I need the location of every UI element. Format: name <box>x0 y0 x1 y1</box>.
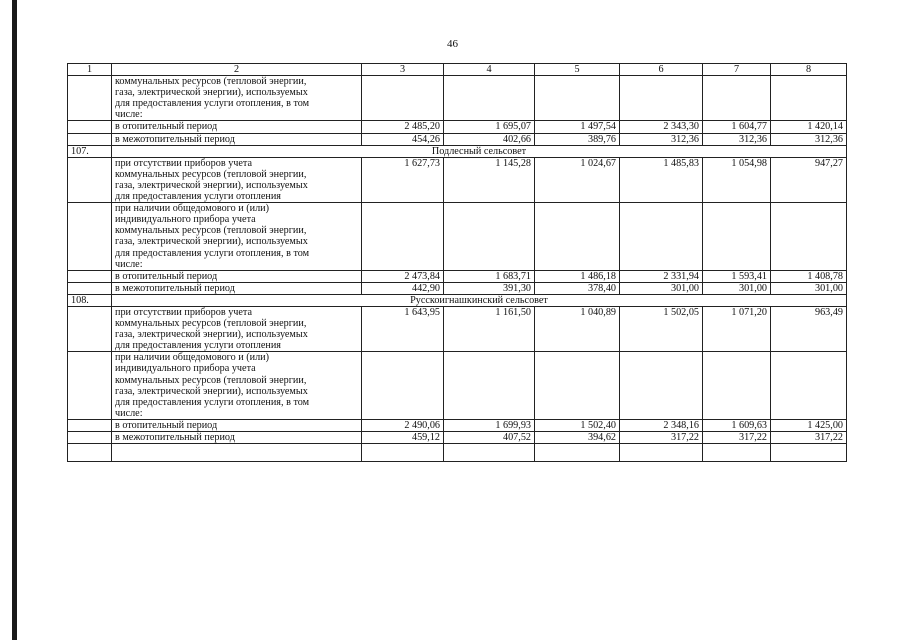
description-line: для предоставления услуги отопления, в том <box>115 98 310 110</box>
value-cell: 1 604,77 <box>703 121 771 133</box>
column-header: 6 <box>620 64 703 76</box>
table-row <box>68 203 847 271</box>
value-cell: 301,00 <box>620 282 703 294</box>
value-cell: 394,62 <box>535 432 620 444</box>
value-cell: 442,90 <box>362 282 444 294</box>
description-line: индивидуального прибора учета <box>115 214 256 226</box>
empty-cell <box>112 444 362 462</box>
value-cell: 1 145,28 <box>444 157 535 202</box>
value-cell <box>620 352 703 420</box>
value-cell: 1 593,41 <box>703 270 771 282</box>
value-cell: 1 071,20 <box>703 306 771 351</box>
value-cell: 389,76 <box>535 133 620 145</box>
value-cell <box>535 352 620 420</box>
row-description <box>112 133 362 145</box>
column-header: 1 <box>68 64 112 76</box>
description-line: газа, электрической энергии), используемых <box>115 385 308 397</box>
row-number-cell <box>68 270 112 282</box>
value-cell: 301,00 <box>703 282 771 294</box>
empty-cell <box>620 444 703 462</box>
row-number-cell <box>68 133 112 145</box>
description-line: числе: <box>115 109 143 121</box>
value-cell: 391,30 <box>444 282 535 294</box>
page-number: 46 <box>447 38 458 50</box>
row-description <box>112 352 362 420</box>
table-row <box>68 432 847 444</box>
description-line: газа, электрической энергии), используемых <box>115 329 308 341</box>
description-line: газа, электрической энергии), используемых <box>115 236 308 248</box>
value-cell: 1 024,67 <box>535 157 620 202</box>
row-description <box>112 419 362 431</box>
table-row <box>68 133 847 145</box>
description-line: для предоставления услуги отопления, в том <box>115 247 310 259</box>
description-line: в отопительный период <box>115 121 218 133</box>
value-cell: 2 343,30 <box>620 121 703 133</box>
description-line: в отопительный период <box>115 419 218 431</box>
value-cell: 2 348,16 <box>620 419 703 431</box>
description-line: газа, электрической энергии), используемых <box>115 87 308 99</box>
row-number-cell <box>68 432 112 444</box>
value-cell <box>444 352 535 420</box>
value-cell: 947,27 <box>771 157 847 202</box>
description-line: при отсутствии приборов учета <box>115 157 253 169</box>
empty-cell <box>703 444 771 462</box>
description-line: при отсутствии приборов учета <box>115 306 253 318</box>
table-row <box>68 270 847 282</box>
row-description <box>112 282 362 294</box>
section-row <box>68 145 847 157</box>
value-cell: 2 331,94 <box>620 270 703 282</box>
section-number: 107. <box>68 145 112 157</box>
description-line: при наличии общедомового и (или) <box>115 203 270 215</box>
description-line: числе: <box>115 407 143 419</box>
table-row <box>68 306 847 351</box>
value-cell: 1 408,78 <box>771 270 847 282</box>
section-title: Русскоигнашкинский сельсовет <box>112 294 847 306</box>
value-cell <box>703 352 771 420</box>
description-line: газа, электрической энергии), используемых <box>115 179 308 191</box>
value-cell <box>620 76 703 121</box>
column-header: 2 <box>112 64 362 76</box>
value-cell: 301,00 <box>771 282 847 294</box>
empty-cell <box>68 444 112 462</box>
value-cell: 1 040,89 <box>535 306 620 351</box>
value-cell: 459,12 <box>362 432 444 444</box>
empty-row <box>68 444 847 462</box>
section-title: Подлесный сельсовет <box>112 145 847 157</box>
column-header: 7 <box>703 64 771 76</box>
value-cell: 2 473,84 <box>362 270 444 282</box>
value-cell: 1 699,93 <box>444 419 535 431</box>
description-line: при наличии общедомового и (или) <box>115 352 270 364</box>
table-row <box>68 282 847 294</box>
empty-cell <box>362 444 444 462</box>
value-cell: 2 485,20 <box>362 121 444 133</box>
row-number-cell <box>68 419 112 431</box>
value-cell: 1 420,14 <box>771 121 847 133</box>
description-line: коммунальных ресурсов (тепловой энергии, <box>115 225 307 237</box>
column-header-row <box>68 64 847 76</box>
column-header: 8 <box>771 64 847 76</box>
value-cell <box>703 203 771 271</box>
section-row <box>68 294 847 306</box>
value-cell: 1 683,71 <box>444 270 535 282</box>
value-cell: 317,22 <box>703 432 771 444</box>
value-cell: 1 054,98 <box>703 157 771 202</box>
value-cell: 1 486,18 <box>535 270 620 282</box>
value-cell: 312,36 <box>620 133 703 145</box>
value-cell <box>444 76 535 121</box>
empty-cell <box>535 444 620 462</box>
description-line: коммунальных ресурсов (тепловой энергии, <box>115 374 307 386</box>
description-line: коммунальных ресурсов (тепловой энергии, <box>115 76 307 88</box>
table-row <box>68 157 847 202</box>
value-cell: 1 485,83 <box>620 157 703 202</box>
value-cell: 1 497,54 <box>535 121 620 133</box>
value-cell: 317,22 <box>771 432 847 444</box>
value-cell <box>444 203 535 271</box>
value-cell <box>771 352 847 420</box>
table-row <box>68 419 847 431</box>
section-number: 108. <box>68 294 112 306</box>
value-cell: 312,36 <box>771 133 847 145</box>
tariff-table <box>67 63 847 462</box>
column-header: 4 <box>444 64 535 76</box>
row-description <box>112 121 362 133</box>
description-line: для предоставления услуги отопления <box>115 340 281 352</box>
value-cell: 1 695,07 <box>444 121 535 133</box>
description-line: в межотопительный период <box>115 282 235 294</box>
row-number-cell <box>68 306 112 351</box>
value-cell: 378,40 <box>535 282 620 294</box>
row-description <box>112 432 362 444</box>
value-cell: 1 161,50 <box>444 306 535 351</box>
description-line: индивидуального прибора учета <box>115 363 256 375</box>
description-line: для предоставления услуги отопления, в том <box>115 396 310 408</box>
table-row <box>68 121 847 133</box>
description-line: коммунальных ресурсов (тепловой энергии, <box>115 168 307 180</box>
table-row <box>68 76 847 121</box>
value-cell: 1 643,95 <box>362 306 444 351</box>
description-line: для предоставления услуги отопления <box>115 191 281 203</box>
value-cell: 312,36 <box>703 133 771 145</box>
scan-edge-bar <box>12 0 17 640</box>
row-description <box>112 76 362 121</box>
row-number-cell <box>68 76 112 121</box>
row-description <box>112 203 362 271</box>
description-line: коммунальных ресурсов (тепловой энергии, <box>115 318 307 330</box>
row-number-cell <box>68 282 112 294</box>
description-line: в отопительный период <box>115 270 218 282</box>
value-cell <box>771 203 847 271</box>
value-cell <box>535 76 620 121</box>
value-cell: 407,52 <box>444 432 535 444</box>
row-description <box>112 157 362 202</box>
empty-cell <box>444 444 535 462</box>
value-cell <box>620 203 703 271</box>
empty-cell <box>771 444 847 462</box>
value-cell: 1 425,00 <box>771 419 847 431</box>
row-number-cell <box>68 352 112 420</box>
value-cell: 317,22 <box>620 432 703 444</box>
value-cell <box>362 352 444 420</box>
value-cell <box>771 76 847 121</box>
value-cell <box>362 203 444 271</box>
table-row <box>68 352 847 420</box>
value-cell: 402,66 <box>444 133 535 145</box>
value-cell <box>703 76 771 121</box>
value-cell: 1 502,40 <box>535 419 620 431</box>
column-header: 5 <box>535 64 620 76</box>
value-cell: 454,26 <box>362 133 444 145</box>
value-cell: 963,49 <box>771 306 847 351</box>
value-cell <box>535 203 620 271</box>
column-header: 3 <box>362 64 444 76</box>
value-cell: 2 490,06 <box>362 419 444 431</box>
row-number-cell <box>68 157 112 202</box>
row-number-cell <box>68 203 112 271</box>
value-cell: 1 609,63 <box>703 419 771 431</box>
row-description <box>112 306 362 351</box>
description-line: в межотопительный период <box>115 432 235 443</box>
value-cell: 1 627,73 <box>362 157 444 202</box>
row-number-cell <box>68 121 112 133</box>
description-line: в межотопительный период <box>115 133 235 145</box>
row-description <box>112 270 362 282</box>
value-cell: 1 502,05 <box>620 306 703 351</box>
value-cell <box>362 76 444 121</box>
description-line: числе: <box>115 258 143 270</box>
